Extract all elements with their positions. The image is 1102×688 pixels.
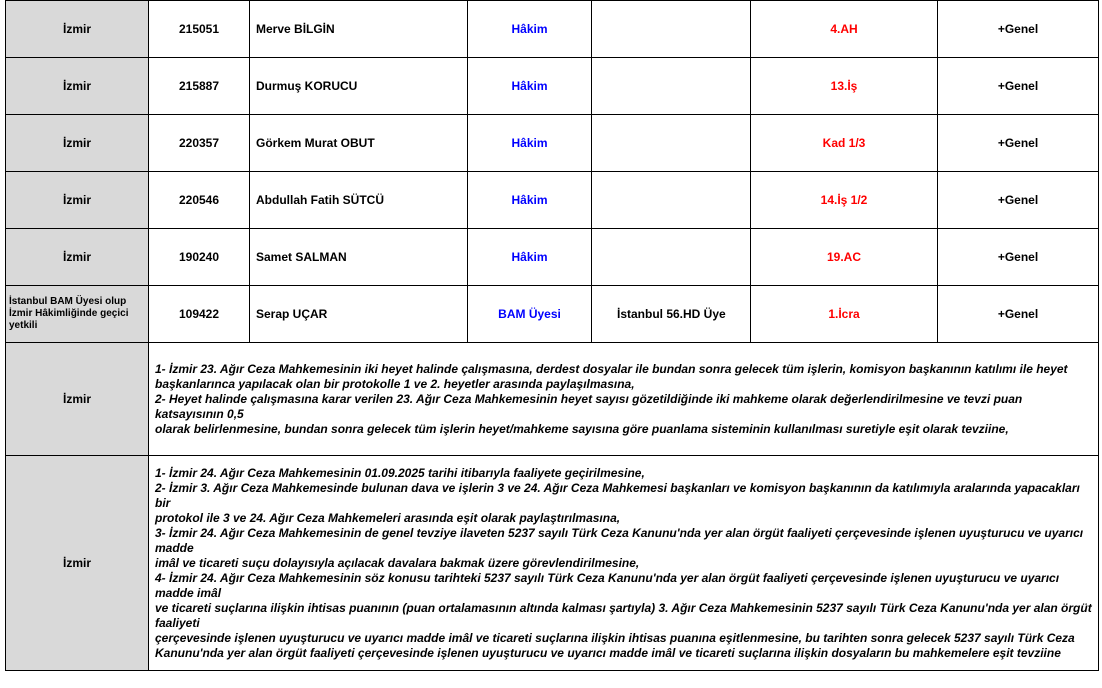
name-cell: Abdullah Fatih SÜTCÜ: [250, 172, 468, 229]
note-line: 4- İzmir 24. Ağır Ceza Mahkemesinin söz konusu tarihteki 5237 sayılı Türk Ceza Kanunu'nda yer alan örgüt faaliyeti çerçevesinde işlenen uyuşturucu ve uyarıcı madde imâl: [155, 570, 1063, 600]
name-cell: Samet SALMAN: [250, 229, 468, 286]
table-row: [6, 1, 1099, 58]
court-cell: Kad 1/3: [751, 115, 938, 172]
city-cell: İzmir: [6, 343, 149, 456]
note-line: imâl ve ticareti suçu dolayısıyla açılacak davalara bakmak üzere görevlendirilmesine,: [155, 555, 640, 570]
extra-duty-cell: [592, 229, 751, 286]
general-cell: +Genel: [938, 172, 1099, 229]
title-cell: Hâkim: [468, 58, 592, 115]
sicil-cell: 109422: [149, 286, 250, 343]
sicil-cell: 215887: [149, 58, 250, 115]
note-line: 2- Heyet halinde çalışmasına karar verilen 23. Ağır Ceza Mahkemesinin heyet sayısı gözetildiğinde iki mahkeme olarak değerlendirilmesine ve tevzi puan katsayısının 0,5: [155, 391, 1026, 421]
note-row: [6, 456, 1099, 671]
city-cell: İzmir: [6, 115, 149, 172]
title-cell: BAM Üyesi: [468, 286, 592, 343]
city-cell: İzmir: [6, 1, 149, 58]
table-row: [6, 229, 1099, 286]
general-cell: +Genel: [938, 58, 1099, 115]
decision-note: [149, 456, 1099, 671]
name-cell: Serap UÇAR: [250, 286, 468, 343]
title-cell: Hâkim: [468, 1, 592, 58]
note-line: protokol ile 3 ve 24. Ağır Ceza Mahkemeleri arasında eşit olarak paylaştırılmasına,: [155, 510, 621, 525]
name-cell: Görkem Murat OBUT: [250, 115, 468, 172]
extra-duty-cell: [592, 58, 751, 115]
sicil-cell: 190240: [149, 229, 250, 286]
city-cell: İstanbul BAM Üyesi olup İzmir Hâkimliğinde geçici yetkili: [6, 286, 149, 343]
sicil-cell: 220546: [149, 172, 250, 229]
title-cell: Hâkim: [468, 172, 592, 229]
note-line: 1- İzmir 24. Ağır Ceza Mahkemesinin 01.09.2025 tarihi itibarıyla faaliyete geçirilmesine,: [155, 465, 645, 480]
city-cell: İzmir: [6, 58, 149, 115]
name-cell: Merve BİLGİN: [250, 1, 468, 58]
court-cell: 14.İş 1/2: [751, 172, 938, 229]
court-cell: 4.AH: [751, 1, 938, 58]
note-line: Kanunu'nda yer alan örgüt faaliyeti çerçevesinde işlenen uyuşturucu ve uyarıcı madde imâl ve ticareti suçlarına ilişkin dosyaların bu mahkemelere eşit tevziine: [155, 645, 1061, 660]
court-cell: 13.İş: [751, 58, 938, 115]
name-cell: Durmuş KORUCU: [250, 58, 468, 115]
table-row: [6, 115, 1099, 172]
table-row: [6, 58, 1099, 115]
note-line: ve ticareti suçlarına ilişkin ihtisas puanının (puan ortalamasının altında kalması şartıyla) 3. Ağır Ceza Mahkemesinin 5237 sayılı Türk Ceza Kanunu'nda yer alan örgüt faaliyeti: [155, 600, 1096, 630]
note-line: başkanlarınca yapılacak olan bir protokolle 1 ve 2. heyetler arasında paylaşılmasına,: [155, 376, 635, 391]
note-row: [6, 343, 1099, 456]
general-cell: +Genel: [938, 286, 1099, 343]
city-cell: İzmir: [6, 172, 149, 229]
note-line: çerçevesinde işlenen uyuşturucu ve uyarıcı madde imâl ve ticareti suçlarına ilişkin ihtisas puanına eşitlenmesine, bu tarihten sonra gelecek 5237 sayılı Türk Ceza: [155, 630, 1075, 645]
decision-note: [149, 343, 1099, 456]
note-line: 1- İzmir 23. Ağır Ceza Mahkemesinin iki heyet halinde çalışmasına, derdest dosyalar ile bundan sonra gelecek tüm işlerin, komisyon başkanının katılımı ile heyet: [155, 361, 1068, 376]
court-cell: 1.İcra: [751, 286, 938, 343]
court-cell: 19.AC: [751, 229, 938, 286]
sicil-cell: 215051: [149, 1, 250, 58]
general-cell: +Genel: [938, 115, 1099, 172]
city-cell: İzmir: [6, 229, 149, 286]
table-row: [6, 172, 1099, 229]
note-line: 3- İzmir 24. Ağır Ceza Mahkemesinin de genel tevziye ilaveten 5237 sayılı Türk Ceza Kanunu'nda yer alan örgüt faaliyeti çerçevesinde işlenen uyuşturucu ve uyarıcı madde: [155, 525, 1087, 555]
table-row: [6, 286, 1099, 343]
title-cell: Hâkim: [468, 229, 592, 286]
general-cell: +Genel: [938, 1, 1099, 58]
extra-duty-cell: [592, 1, 751, 58]
title-cell: Hâkim: [468, 115, 592, 172]
assignment-table: [5, 0, 1099, 671]
general-cell: +Genel: [938, 229, 1099, 286]
extra-duty-cell: [592, 115, 751, 172]
city-cell: İzmir: [6, 456, 149, 671]
extra-duty-cell: [592, 172, 751, 229]
extra-duty-cell: İstanbul 56.HD Üye: [592, 286, 751, 343]
note-line: olarak belirlenmesine, bundan sonra gelecek tüm işlerin heyet/mahkeme sayısına göre puanlama sisteminin kullanılması suretiyle eşit olarak tevziine,: [155, 421, 1009, 436]
note-line: 2- İzmir 3. Ağır Ceza Mahkemesinde bulunan dava ve işlerin 3 ve 24. Ağır Ceza Mahkemesi başkanları ve komisyon başkanının da katılımıyla aralarında yapacakları bir: [155, 480, 1084, 510]
sicil-cell: 220357: [149, 115, 250, 172]
